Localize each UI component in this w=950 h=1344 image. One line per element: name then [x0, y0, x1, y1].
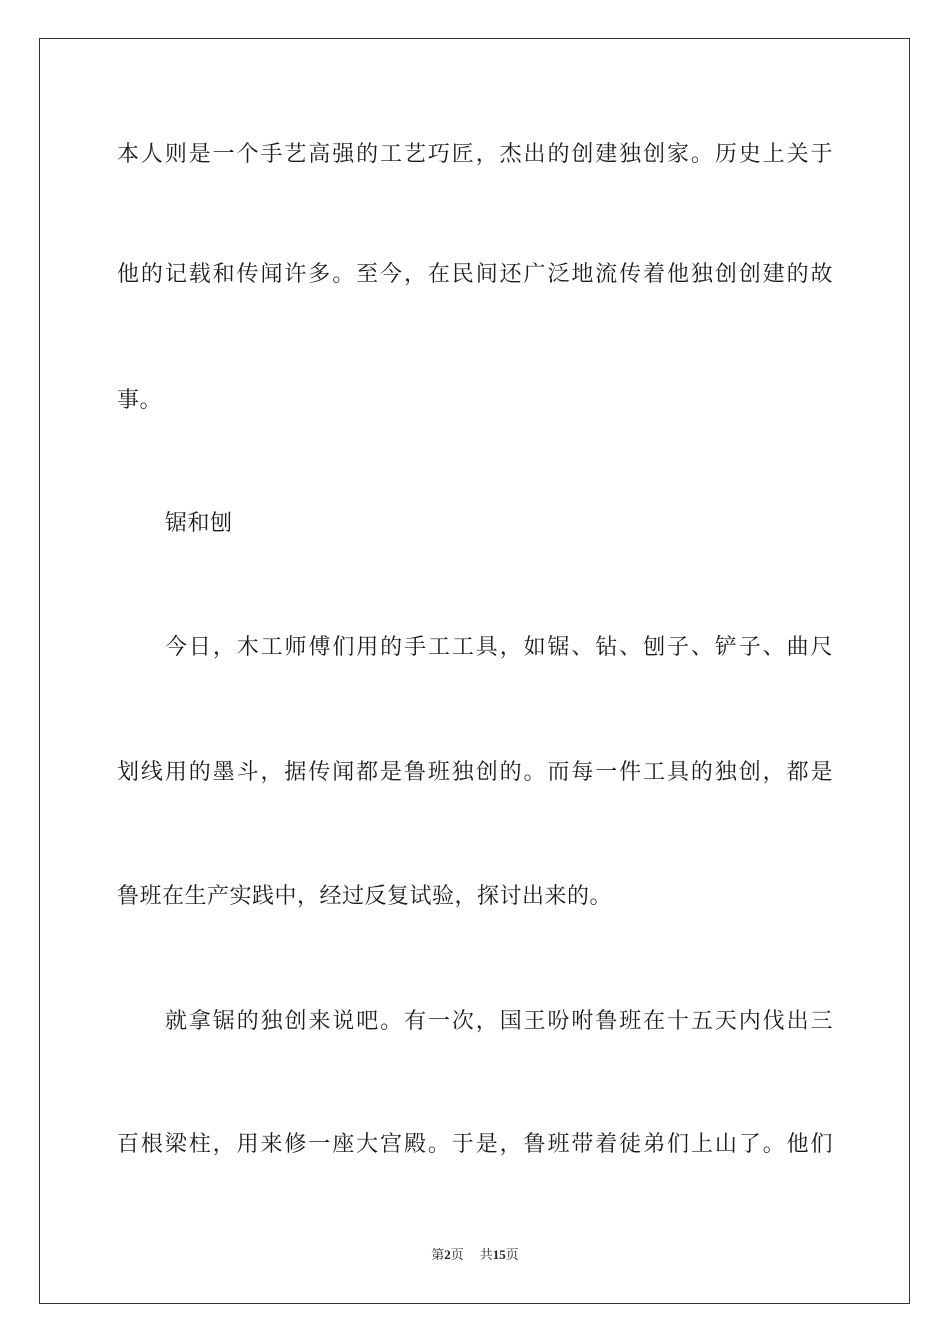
text-line-1: 本人则是一个手艺高强的工艺巧匠，杰出的创建独创家。历史上关于: [117, 142, 833, 167]
text-line-3: 事。: [117, 388, 163, 413]
text-line-7: 鲁班在生产实践中，经过反复试验，探讨出来的。: [117, 884, 613, 909]
footer-page-prefix: 第: [431, 1248, 445, 1263]
page-footer: [0, 1246, 950, 1265]
footer-total-pages: 15: [492, 1247, 506, 1262]
text-line-5: 今日，木工师傅们用的手工工具，如锯、钻、刨子、铲子、曲尺: [165, 635, 833, 660]
page-frame: [39, 38, 910, 1304]
section-heading: 锯和刨: [165, 511, 233, 536]
text-line-9: 百根梁柱，用来修一座大宫殿。于是，鲁班带着徒弟们上山了。他们: [117, 1132, 833, 1157]
footer-total-prefix: 共: [479, 1248, 493, 1263]
text-line-6: 划线用的墨斗，据传闻都是鲁班独创的。而每一件工具的独创，都是: [117, 760, 833, 785]
text-line-2: 他的记载和传闻许多。至今，在民间还广泛地流传着他独创创建的故: [117, 262, 833, 287]
footer-page-number: 2: [444, 1247, 451, 1262]
text-line-8: 就拿锯的独创来说吧。有一次，国王吩咐鲁班在十五天内伐出三: [165, 1009, 833, 1034]
footer-page-suffix: 页: [450, 1248, 464, 1263]
footer-total-suffix: 页: [505, 1248, 519, 1263]
